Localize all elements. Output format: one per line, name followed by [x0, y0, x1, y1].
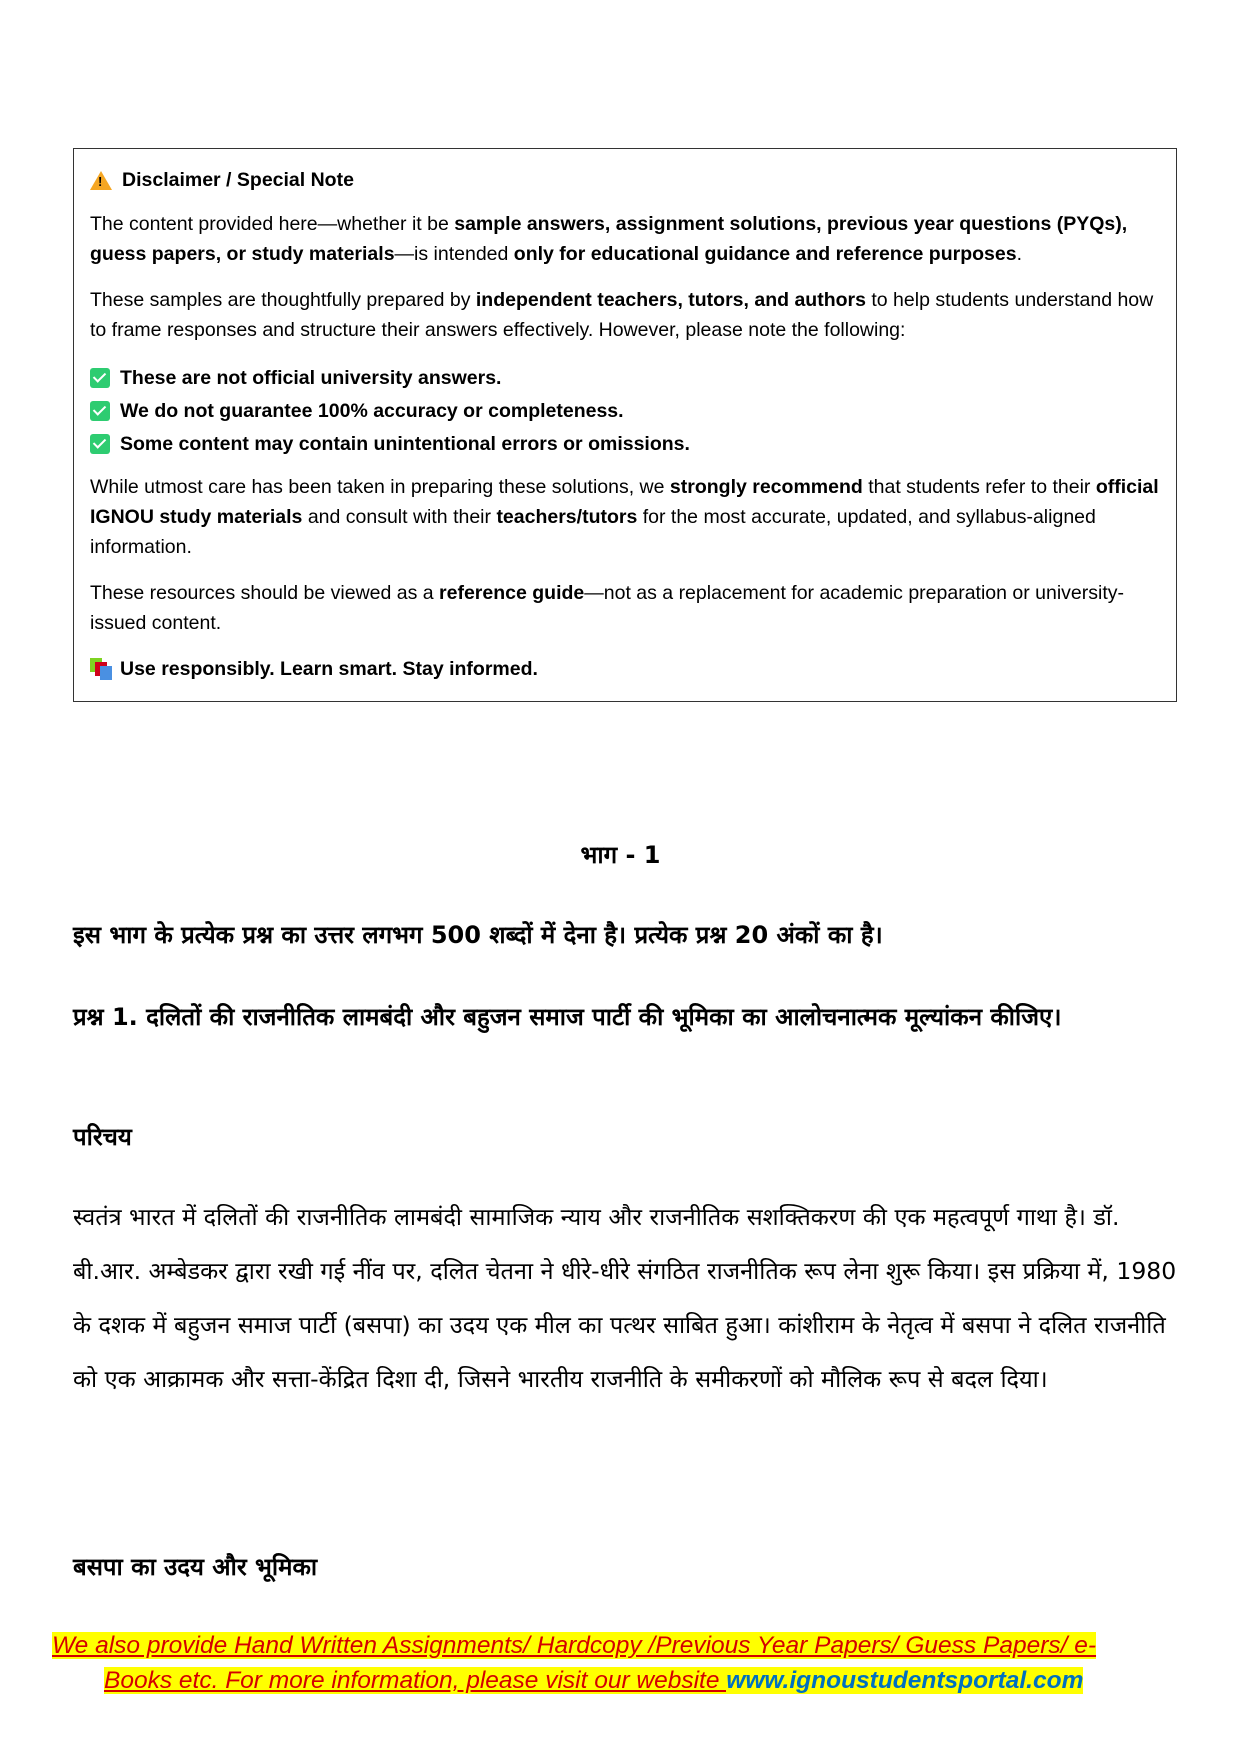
text: —is intended [394, 243, 514, 265]
intro-heading: परिचय [73, 1123, 132, 1151]
text-bold: only for educational guidance and reference purposes [513, 243, 1017, 265]
intro-paragraph: स्वतंत्र भारत में दलितों की राजनीतिक लामबंदी सामाजिक न्याय और राजनीतिक सशक्तिकरण की एक महत्वपूर्ण गाथा है। डॉ. बी.आर. अम्बेडकर द्वारा रखी गई नींव पर, दलित चेतना ने धीरे-धीरे संगठित राजनीतिक रूप लेना शुरू किया। इस प्रक्रिया में, 1980 के दशक में बहुजन समाज पार्टी (बसपा) का उदय एक मील का पत्थर साबित हुआ। कांशीराम के नेतृत्व में बसपा ने दलित राजनीति को एक आक्रामक और सत्ता-केंद्रित दिशा दी, जिसने भारतीय राजनीति के समीकरणों को मौलिक रूप से बदल दिया। [73, 1203, 1177, 1393]
check-box-icon [90, 401, 110, 421]
text: The content provided here—whether it be [90, 213, 455, 235]
text-bold: teachers/tutors [496, 506, 638, 528]
checklist-text: These are not official university answers. [120, 366, 502, 389]
text-bold: official IGNOU study materials [90, 476, 1159, 528]
disclaimer-paragraph-1 [90, 209, 1160, 269]
books-icon [90, 658, 112, 680]
text-bold: independent teachers, tutors, and authors [475, 289, 866, 311]
website-link[interactable]: www.ignoustudentsportal.com [726, 1667, 1084, 1694]
checklist-item [90, 361, 1160, 394]
question-text: प्रश्न 1. दलितों की राजनीतिक लामबंदी और बहुजन समाज पार्टी की भूमिका का आलोचनात्मक मूल्यांकन कीजिए। [73, 1003, 1062, 1031]
disclaimer-box [73, 148, 1177, 702]
text-bold: strongly recommend [669, 476, 863, 498]
text: to help students understand how to frame responses and structure their answers effectively. However, please note the following: [90, 289, 1154, 341]
disclaimer-title-text: Disclaimer / Special Note [122, 169, 354, 191]
promo-banner [52, 1628, 1192, 1698]
warning-icon [90, 171, 112, 190]
disclaimer-paragraph-3 [90, 472, 1160, 562]
promo-line-2: Books etc. For more information, please visit our website [104, 1667, 727, 1694]
disclaimer-footer [90, 654, 1160, 684]
text: for the most accurate, updated, and syllabus-aligned information. [90, 506, 1096, 558]
text: —not as a replacement for academic preparation or university-issued content. [90, 582, 1125, 634]
promo-line-2-wrap [104, 1663, 1192, 1698]
checklist-text: We do not guarantee 100% accuracy or completeness. [120, 399, 624, 422]
checklist [90, 361, 1160, 460]
text: that students refer to their [862, 476, 1096, 498]
disclaimer-paragraph-4 [90, 578, 1160, 638]
text: and consult with their [302, 506, 497, 528]
check-box-icon [90, 368, 110, 388]
checklist-item [90, 427, 1160, 460]
promo-line-1: We also provide Hand Written Assignments/ Hardcopy /Previous Year Papers/ Guess Papers/ e- [52, 1632, 1097, 1659]
text-bold: reference guide [439, 582, 585, 604]
text: These resources should be viewed as a [90, 582, 440, 604]
checklist-text: Some content may contain unintentional errors or omissions. [120, 432, 690, 455]
disclaimer-title [90, 165, 1160, 195]
text-bold: sample answers, assignment solutions, previous year questions (PYQs), guess papers, or study materials [90, 213, 1128, 265]
bsp-heading: बसपा का उदय और भूमिका [73, 1553, 318, 1581]
instruction-text: इस भाग के प्रत्येक प्रश्न का उत्तर लगभग 500 शब्दों में देना है। प्रत्येक प्रश्न 20 अंकों का है। [73, 921, 883, 949]
text: . [1016, 243, 1023, 265]
check-box-icon [90, 434, 110, 454]
disclaimer-paragraph-2 [90, 285, 1160, 345]
text: These samples are thoughtfully prepared by [90, 289, 476, 311]
part-heading: भाग - 1 [580, 841, 661, 869]
text: While utmost care has been taken in preparing these solutions, we [90, 476, 670, 498]
disclaimer-footer-text: Use responsibly. Learn smart. Stay informed. [120, 658, 538, 680]
checklist-item [90, 394, 1160, 427]
